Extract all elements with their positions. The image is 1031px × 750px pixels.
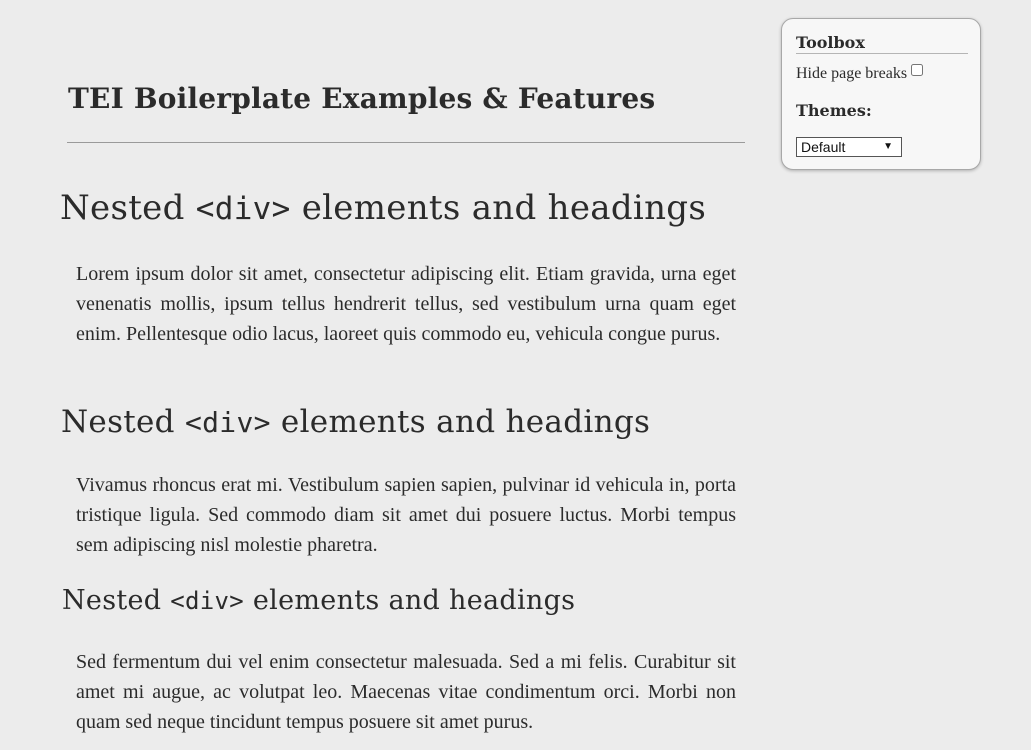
section-heading-2-code: <div> [184,406,271,439]
theme-select-value: Default [801,139,846,155]
section-paragraph-1: Lorem ipsum dolor sit amet, consectetur adipiscing elit. Etiam gravida, urna eget venenatis mollis, ipsum tellus hendrerit tellus, sed vestibulum urna quam eget enim. Pellentesque odio lacus, laoreet quis commodo eu, vehicula congue purus. [76,263,736,345]
section-heading-2-post: elements and headings [270,404,651,440]
dropdown-arrow-icon: ▼ [883,141,893,152]
hide-page-breaks-checkbox[interactable] [911,64,923,76]
section-heading-3 [62,585,575,616]
section-heading-3-post: elements and headings [244,585,576,616]
themes-label: Themes: [796,101,872,120]
section-heading-1-pre: Nested [60,188,196,228]
section-heading-3-code: <div> [170,587,245,615]
section-heading-1-post: elements and headings [290,188,707,228]
toolbox-title: Toolbox [796,33,968,54]
section-heading-2-pre: Nested [61,404,185,440]
section-heading-1-code: <div> [195,191,291,227]
section-paragraph-3: Sed fermentum dui vel enim consectetur malesuada. Sed a mi felis. Curabitur sit amet mi augue, ac volutpat leo. Maecenas vitae condimentum orci. Morbi non quam sed neque tincidunt tempus posuere sit amet purus. [76,651,736,733]
section-heading-2 [61,404,650,440]
document-title: TEI Boilerplate Examples & Features [68,82,656,115]
hide-page-breaks-label: Hide page breaks [796,65,908,82]
hide-page-breaks-row[interactable] [796,65,923,83]
theme-select[interactable] [796,137,902,157]
section-heading-1 [60,188,706,228]
title-divider [67,142,745,143]
section-heading-3-pre: Nested [62,585,171,616]
section-paragraph-2: Vivamus rhoncus erat mi. Vestibulum sapien sapien, pulvinar id vehicula in, porta tristique ligula. Sed commodo diam sit amet dui posuere luctus. Morbi tempus sem adipiscing nisl molestie pharetra. [76,474,736,556]
toolbox-panel [781,18,981,170]
